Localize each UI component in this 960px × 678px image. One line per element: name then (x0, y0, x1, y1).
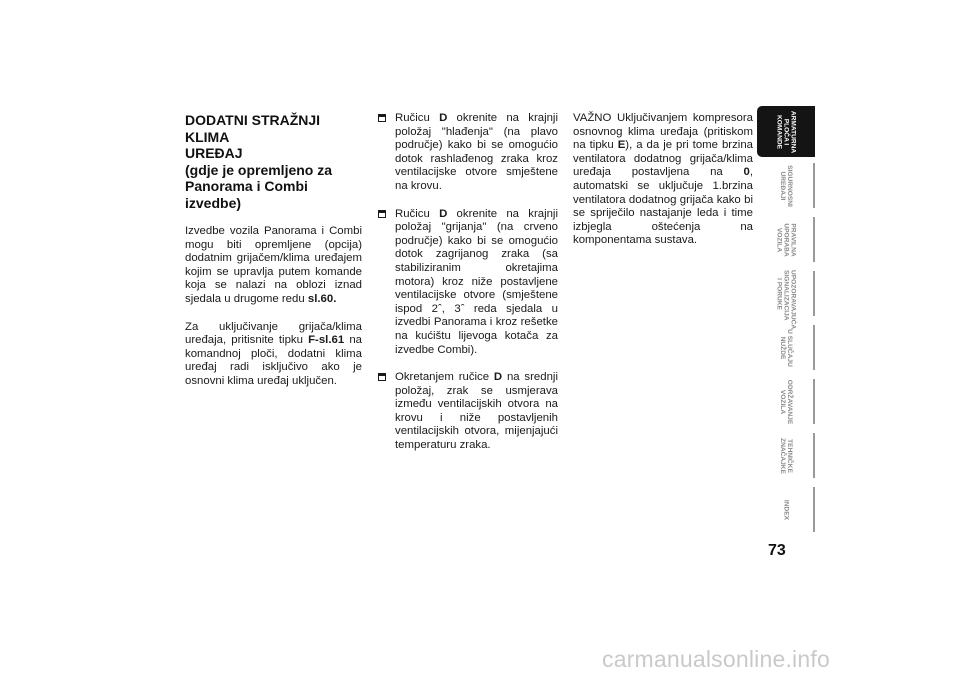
button-reference: F-sl.61 (308, 334, 345, 347)
knob-reference: D (493, 371, 503, 384)
tab-label: ARMATURNA PLOČA I KOMANDE (775, 110, 797, 153)
right-column (573, 112, 753, 262)
speed-reference: 0 (743, 166, 750, 179)
button-reference: E (617, 139, 626, 152)
text-run: ), a da je pri tome brzina ventilatora dodatnog grijača/klima uređaja postavljena na (573, 139, 753, 179)
bullet-middle-position (378, 371, 558, 453)
knob-reference: D (439, 207, 448, 220)
text-run: Za uključivanje grijača/klima uređaja, pritisnite tipku (185, 320, 362, 347)
page-number: 73 (768, 542, 786, 559)
tab-index[interactable] (757, 484, 815, 535)
tab-label: SIGURNOSNI UREĐAJI (779, 164, 793, 207)
switch-on-paragraph (185, 321, 362, 389)
text-run: , automatski se uključuje 1.brzina ventilatora dodatnog grijača kako bi se spriječilo nastajanje leda i time izbjegla oštećenja na komponentama sustava. (573, 166, 753, 247)
text-run: VAŽNO Uključivanjem kompresora osnovnog klima uređaja (pritiskom na tipku (573, 112, 753, 152)
left-column (185, 112, 362, 403)
tab-label: INDEX (782, 499, 790, 520)
text-run: Ručicu (395, 207, 440, 220)
title-line: (gdje je opremljeno za (185, 161, 333, 178)
title-line: Panorama i Combi izvedbe) (185, 178, 308, 211)
tab-edge (813, 325, 815, 370)
tab-sigurnosni-uredaji[interactable] (757, 160, 815, 211)
knob-reference: D (439, 112, 448, 124)
tab-edge (813, 217, 815, 262)
text-run: Ručicu (395, 112, 440, 124)
tab-edge (813, 487, 815, 532)
tab-label: UPOZORAVAJUĆA SIGNALIZACIJA I PORUKE (775, 269, 797, 329)
middle-column (378, 112, 558, 467)
text-run: okrenite na krajnji položaj "hlađenja" (na plavo područje) kako bi se omogućio dotok rashlađenog zraka kroz ventilacijske otvore smještene na krovu. (395, 112, 558, 192)
tab-upozoravajuca-signalizacija[interactable] (757, 268, 815, 329)
bullet-square-icon (378, 373, 386, 381)
text-run: na komandnoj ploči, dodatni klima uređaj radi isključivo ako je osnovni klima uređaj uključen. (185, 334, 362, 387)
tab-armaturna-ploca[interactable] (757, 106, 815, 157)
tab-edge (813, 163, 815, 208)
bullet-square-icon (378, 114, 386, 122)
tab-pravilna-uporaba[interactable] (757, 214, 815, 265)
tab-edge (813, 433, 815, 478)
tab-label: TEHNIČKE ZNAČAJKE (779, 437, 793, 474)
tab-odrzavanje-vozila[interactable] (757, 376, 815, 427)
tab-label: PRAVILNA UPORABA VOZILA (775, 222, 797, 257)
intro-text: Izvedbe vozila Panorama i Combi mogu biti opremljene (opcija) dodatnim grijačem/klima uređajem kojim se upravlja putem komande koja se nalazi na oblozi iznad sjedala u drugome redu (185, 225, 362, 305)
tab-edge (813, 379, 815, 424)
chapter-tabs (757, 106, 815, 538)
important-note (573, 112, 753, 248)
text-run: okrenite na krajnji položaj "grijanja" (na crveno područje) kako bi se omogućio dotok zagrijanog zraka (sa stabiliziranim okretajima motora) kroz niže postavljene ventilacijske otvore (smještene ispod 2ˆ, 3ˆ reda sjedala u izvedbi Panorama i kroz rešetke na kućištu lijevoga kotača za izvedbe Combi). (395, 207, 558, 356)
tab-tehnicke-znacajke[interactable] (757, 430, 815, 481)
tab-u-slucaju-nuzde[interactable] (757, 322, 815, 373)
tab-edge (813, 271, 815, 316)
bullet-square-icon (378, 210, 386, 218)
section-title (185, 112, 362, 211)
intro-paragraph (185, 225, 362, 307)
title-line: UREĐAJ (185, 145, 243, 161)
bullet-cooling (378, 112, 558, 194)
figure-reference: sl.60. (307, 292, 337, 305)
text-run: na srednji položaj, zrak se usmjerava između ventilacijskih otvora na krovu i niže postavljenih ventilacijskih otvora, mijenjajući temperaturu zraka. (395, 371, 558, 452)
tab-label: ODRŽAVANJE VOZILA (779, 379, 793, 424)
title-line: DODATNI STRAŽNJI KLIMA (185, 112, 321, 145)
tab-label: U SLUČAJU NUŽDE (779, 328, 793, 367)
text-run: Okretanjem ručice (395, 371, 494, 384)
bullet-heating (378, 208, 558, 358)
watermark: carmanualsonline.info (602, 646, 830, 672)
